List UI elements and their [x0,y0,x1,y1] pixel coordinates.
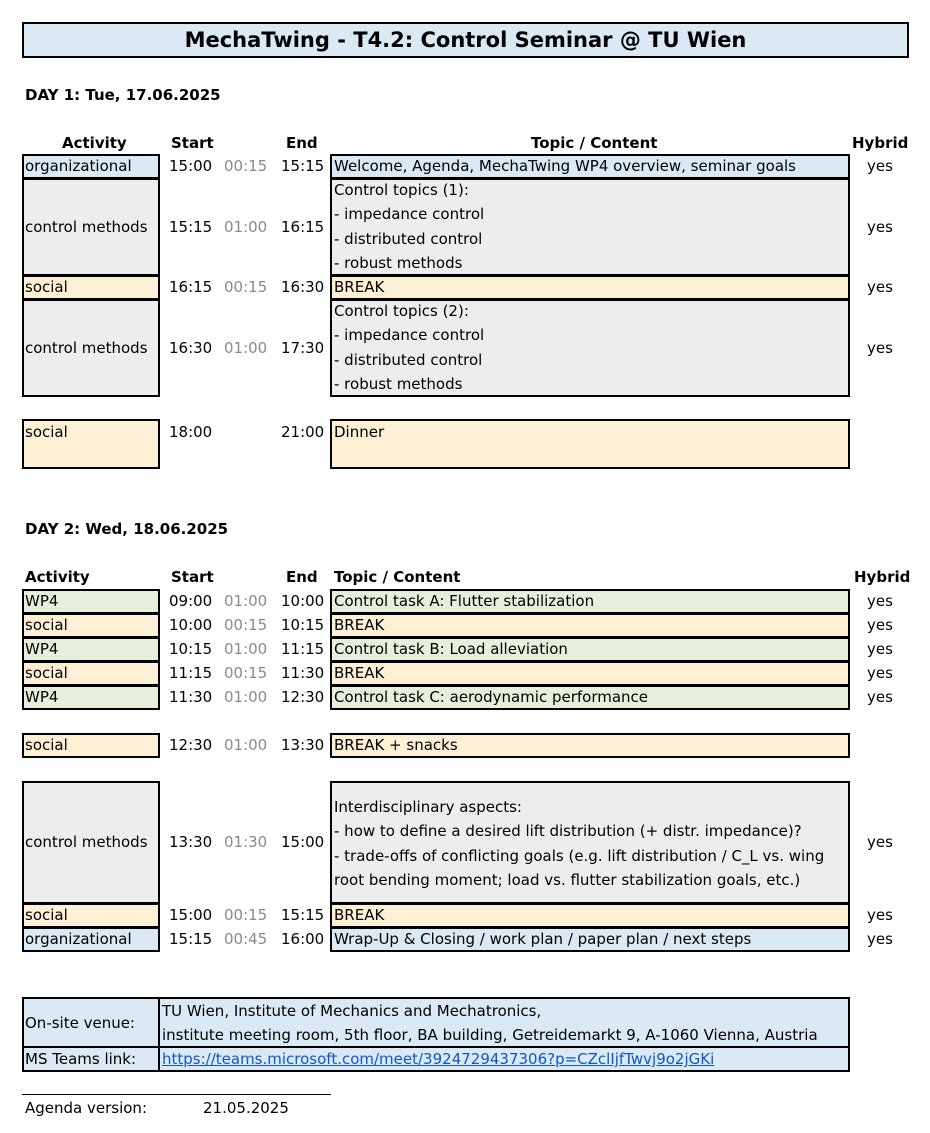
topic-line: - how to define a desired lift distribution (+ distr. impedance)? [334,822,802,841]
hybrid-cell: yes [867,664,893,682]
venue-line: institute meeting room, 5th floor, BA building, Getreidemarkt 9, A-1060 Vienna, Austria [162,1026,818,1045]
hybrid-cell: yes [867,930,893,948]
start-time: 11:15 [169,664,213,682]
hybrid-cell: yes [867,906,893,924]
header-hybrid: Hybrid [854,568,911,586]
duration: 00:15 [224,278,268,296]
header-start: Start [171,134,214,152]
duration: 01:00 [224,339,268,357]
end-time: 10:15 [281,616,325,634]
start-time: 11:30 [169,688,213,706]
start-time: 15:00 [169,157,213,175]
hybrid-cell: yes [867,157,893,175]
duration: 00:15 [224,664,268,682]
header-activity: Activity [25,568,90,586]
topic-cell: Dinner [334,423,385,441]
end-time: 21:00 [281,423,325,441]
activity-cell: WP4 [25,688,59,706]
start-time: 15:00 [169,906,213,924]
end-time: 15:00 [281,833,325,851]
end-time: 16:30 [281,278,325,296]
end-time: 15:15 [281,157,325,175]
end-time: 11:15 [281,640,325,658]
topic-cell [334,178,484,275]
hybrid-cell: yes [867,218,893,236]
activity-cell: social [25,906,68,924]
activity-cell: organizational [25,930,132,948]
activity-cell: social [25,423,68,441]
activity-cell: control methods [25,218,148,236]
end-time: 12:30 [281,688,325,706]
topic-line: - distributed control [334,350,483,369]
topic-cell: Control task B: Load alleviation [334,640,568,658]
start-time: 15:15 [169,930,213,948]
table-row-topic [330,613,850,638]
duration: 00:15 [224,906,268,924]
end-time: 11:30 [281,664,325,682]
topic-line: - robust methods [334,374,463,393]
day1-label: DAY 1: Tue, 17.06.2025 [25,86,221,104]
topic-cell: Welcome, Agenda, MechaTwing WP4 overview, seminar goals [334,157,796,175]
agenda-version-value: 21.05.2025 [203,1099,289,1117]
start-time: 15:15 [169,218,213,236]
end-time: 17:30 [281,339,325,357]
topic-cell: BREAK [334,664,385,682]
topic-cell: BREAK + snacks [334,736,458,754]
end-time: 10:00 [281,592,325,610]
hybrid-cell: yes [867,688,893,706]
venue-address [162,999,818,1048]
agenda-version-label: Agenda version: [25,1099,147,1117]
header-topic: Topic / Content [531,134,658,152]
topic-line: - impedance control [334,205,485,224]
topic-line: - impedance control [334,326,485,345]
start-time: 13:30 [169,833,213,851]
start-time: 12:30 [169,736,213,754]
duration: 00:45 [224,930,268,948]
table-row-topic [330,275,850,300]
activity-cell: social [25,664,68,682]
teams-label: MS Teams link: [25,1050,137,1068]
hybrid-cell: yes [867,592,893,610]
header-hybrid: Hybrid [852,134,909,152]
start-time: 09:00 [169,592,213,610]
topic-cell: Wrap-Up & Closing / work plan / paper plan / next steps [334,930,752,948]
hybrid-cell: yes [867,640,893,658]
hybrid-cell: yes [867,278,893,296]
activity-cell: WP4 [25,592,59,610]
end-time: 16:00 [281,930,325,948]
topic-line: Control topics (2): [334,302,469,320]
header-end: End [286,134,318,152]
start-time: 16:30 [169,339,213,357]
duration: 01:00 [224,688,268,706]
end-time: 15:15 [281,906,325,924]
activity-cell: organizational [25,157,132,175]
duration: 01:30 [224,833,268,851]
activity-cell: social [25,736,68,754]
title-bar [22,22,909,58]
hybrid-cell: yes [867,616,893,634]
start-time: 18:00 [169,423,213,441]
start-time: 10:00 [169,616,213,634]
hybrid-cell: yes [867,833,893,851]
table-row-topic [330,419,850,469]
topic-cell [334,795,824,892]
day2-label: DAY 2: Wed, 18.06.2025 [25,520,229,538]
duration: 01:00 [224,736,268,754]
activity-cell: social [25,616,68,634]
start-time: 16:15 [169,278,213,296]
version-divider [22,1094,331,1095]
hybrid-cell: yes [867,339,893,357]
topic-cell: BREAK [334,616,385,634]
topic-cell: Control task A: Flutter stabilization [334,592,595,610]
topic-cell: BREAK [334,278,385,296]
end-time: 16:15 [281,218,325,236]
venue-line: TU Wien, Institute of Mechanics and Mechatronics, [162,1002,542,1020]
header-end: End [286,568,318,586]
duration: 00:15 [224,157,268,175]
topic-line: Interdisciplinary aspects: [334,798,522,816]
activity-cell: social [25,278,68,296]
activity-cell: control methods [25,833,148,851]
topic-line: - trade-offs of conflicting goals (e.g. lift distribution / C_L vs. wing [334,846,825,865]
topic-cell: Control task C: aerodynamic performance [334,688,649,706]
topic-cell [334,299,484,396]
topic-cell: BREAK [334,906,385,924]
duration: 01:00 [224,218,268,236]
topic-line: Control topics (1): [334,181,469,199]
teams-link[interactable]: https://teams.microsoft.com/meet/3924729437306?p=CZclIjfTwvj9o2jGKi [162,1050,715,1068]
topic-line: - distributed control [334,229,483,248]
table-row-topic [330,903,850,928]
end-time: 13:30 [281,736,325,754]
topic-line: - robust methods [334,253,463,272]
activity-cell: WP4 [25,640,59,658]
header-activity: Activity [62,134,127,152]
topic-line: root bending moment; load vs. flutter stabilization goals, etc.) [334,870,801,889]
page-title: MechaTwing - T4.2: Control Seminar @ TU Wien [184,28,747,52]
start-time: 10:15 [169,640,213,658]
duration: 01:00 [224,640,268,658]
duration: 01:00 [224,592,268,610]
activity-cell: control methods [25,339,148,357]
venue-label: On-site venue: [25,1014,135,1032]
table-row-topic [330,661,850,686]
header-topic: Topic / Content [334,568,461,586]
duration: 00:15 [224,616,268,634]
header-start: Start [171,568,214,586]
